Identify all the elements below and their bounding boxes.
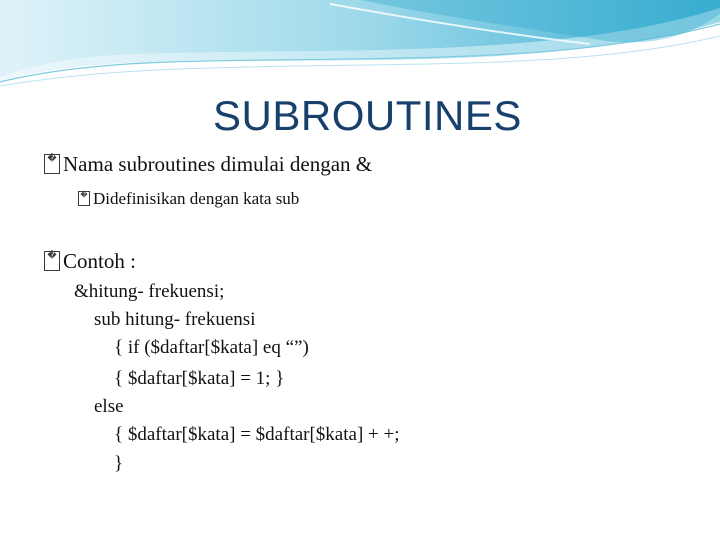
bullet-item [44, 249, 136, 274]
code-line: } [114, 453, 124, 474]
missing-glyph-bullet-icon: � [44, 154, 60, 174]
code-line: &hitung- frekuensi; [74, 281, 225, 302]
bullet-text: Contoh : [63, 249, 136, 273]
sub-bullet-text: Didefinisikan dengan kata sub [93, 189, 300, 208]
missing-glyph-bullet-icon: � [78, 191, 90, 206]
bullet-item [44, 152, 372, 177]
code-line: sub hitung- frekuensi [94, 309, 256, 330]
code-line: else [94, 396, 124, 417]
sub-bullet-item [78, 189, 299, 209]
header-wave-decoration [0, 0, 720, 90]
code-line: { $daftar[$kata] = 1; } [114, 368, 285, 389]
bullet-text: Nama subroutines dimulai dengan & [63, 152, 373, 176]
code-line: { if ($daftar[$kata] eq “”) [114, 337, 309, 358]
code-line: { $daftar[$kata] = $daftar[$kata] + +; [114, 424, 400, 445]
missing-glyph-bullet-icon: � [44, 251, 60, 271]
